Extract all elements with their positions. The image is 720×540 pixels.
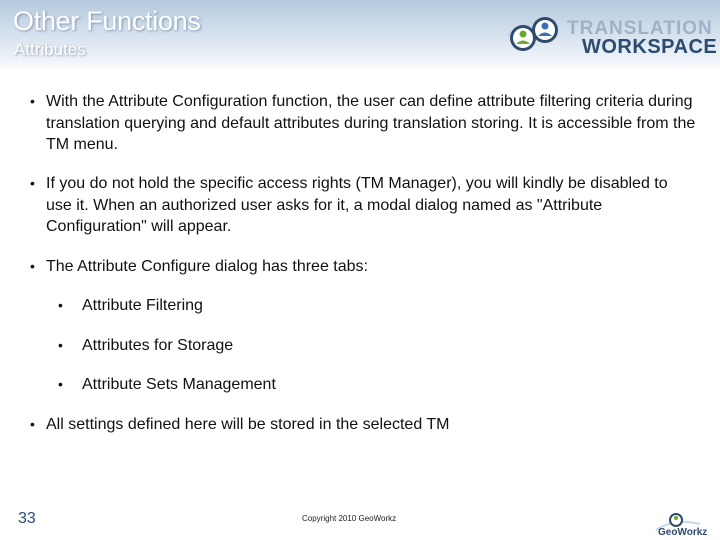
bullet-icon: •	[58, 337, 63, 353]
bullet-icon: •	[30, 175, 35, 191]
header-band	[0, 0, 720, 68]
bullet-item	[30, 173, 696, 238]
sub-bullet-text: Attributes for Storage	[82, 337, 234, 354]
geoworkz-logo-icon	[654, 508, 716, 538]
copyright-notice: Copyright 2010 GeoWorkz	[302, 514, 397, 523]
bullet-icon: •	[30, 93, 35, 109]
sub-bullet-text: Attribute Sets Management	[82, 376, 276, 393]
bullet-icon: •	[58, 376, 63, 392]
slide-title: Other Functions	[13, 6, 201, 36]
sub-bullet-item	[58, 374, 682, 396]
slide-subtitle: Attributes	[14, 40, 86, 59]
bullet-icon: •	[30, 258, 35, 274]
bullet-item	[30, 256, 696, 278]
bullet-text: The Attribute Configure dialog has three tabs:	[46, 258, 368, 275]
sub-bullet-item	[58, 295, 682, 317]
bullet-text: All settings defined here will be stored in the selected TM	[46, 416, 450, 433]
bullet-text: If you do not hold the specific access rights (TM Manager), you will kindly be disabled to use it. When an authorized user asks for it, a modal dialog named as "Attribute Configuration" will appear.	[46, 175, 668, 235]
bullet-text: With the Attribute Configuration function, the user can define attribute filtering criteria during translation querying and default attributes during translation storing. It is accessible from the TM menu.	[46, 93, 696, 153]
bullet-item	[30, 91, 696, 156]
sub-bullet-item	[58, 335, 682, 357]
sub-bullet-text: Attribute Filtering	[82, 297, 203, 314]
bullet-icon: •	[30, 416, 35, 432]
logo-text-translation: TRANSLATION	[567, 18, 713, 39]
bullet-item	[30, 414, 696, 436]
footer-logo-text: GeoWorkz	[658, 527, 708, 538]
page-number: 33	[18, 510, 36, 527]
logo-text-workspace: WORKSPACE	[582, 36, 718, 58]
bullet-icon: •	[58, 297, 63, 313]
